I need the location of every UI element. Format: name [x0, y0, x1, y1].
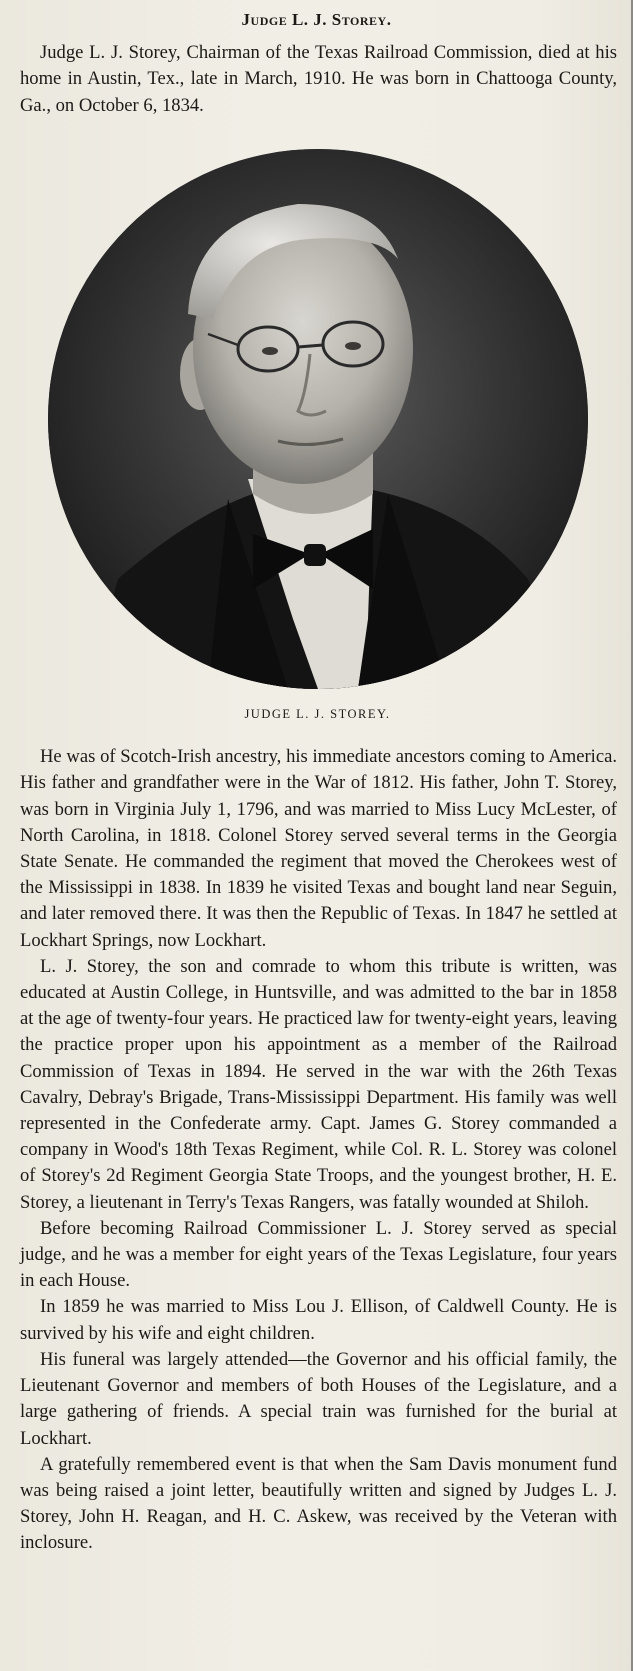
body-paragraph: His funeral was largely attended—the Governor and his official family, the Lieutenant Governor and members of both Houses of the Legislature, and a large gathering of friends. A special train was furnished for the burial at Lockhart. — [20, 1348, 617, 1449]
body-paragraph: Before becoming Railroad Commissioner L. J. Storey served as special judge, and he was a member for eight years of the Texas Legislature, four years in each House. — [20, 1217, 617, 1292]
intro-paragraph: Judge L. J. Storey, Chairman of the Texas Railroad Commission, died at his home in Austin, Tex., late in March, 1910. He was born in Chattooga County, Ga., on October 6, 1834. — [20, 42, 617, 116]
body-paragraph: L. J. Storey, the son and comrade to whom this tribute is written, was educated at Austin College, in Huntsville, and was admitted to the bar in 1858 at the age of twenty-four years. He practiced law for twenty-eight years, leaving the practice proper upon his appointment as a member of the Railroad Commission of Texas in 1894. He served in the war with the 26th Texas Cavalry, Debray's Brigade, Trans-Mississippi Department. His family was well represented in the Confederate army. Capt. James G. Storey commanded a company in Wood's 18th Texas Regiment, while Col. R. L. Storey was colonel of Storey's 2d Regiment Georgia State Troops, and the youngest brother, H. E. Storey, a lieutenant in Terry's Texas Rangers, was fatally wounded at Shiloh. — [20, 955, 617, 1213]
portrait-frame — [48, 149, 588, 689]
body-paragraph: In 1859 he was married to Miss Lou J. Ellison, of Caldwell County. He is survived by his wife and eight children. — [20, 1296, 617, 1344]
body-paragraph: A gratefully remembered event is that when the Sam Davis monument fund was being raised a joint letter, beautifully written and signed by Judges L. J. Storey, John H. Reagan, and H. C. Askew, was received by the Veteran with inclosure. — [20, 1453, 617, 1554]
portrait-illustration — [48, 149, 588, 689]
portrait-caption: JUDGE L. J. STOREY. — [244, 707, 391, 722]
portrait-photo — [48, 149, 588, 689]
article-body — [20, 744, 623, 1556]
article-heading: Judge L. J. Storey. — [241, 10, 392, 29]
body-paragraph: He was of Scotch-Irish ancestry, his immediate ancestors coming to America. His father and grandfather were in the War of 1812. His father, John T. Storey, was born in Virginia July 1, 1796, and was married to Miss Lucy McLester, of North Carolina, in 1818. Colonel Storey served several terms in the Georgia State Senate. He commanded the regiment that moved the Cherokees west of the Mississippi in 1838. In 1839 he visited Texas and bought land near Seguin, and later removed there. It was then the Republic of Texas. In 1847 he settled at Lockhart Springs, now Lockhart. — [20, 746, 617, 951]
